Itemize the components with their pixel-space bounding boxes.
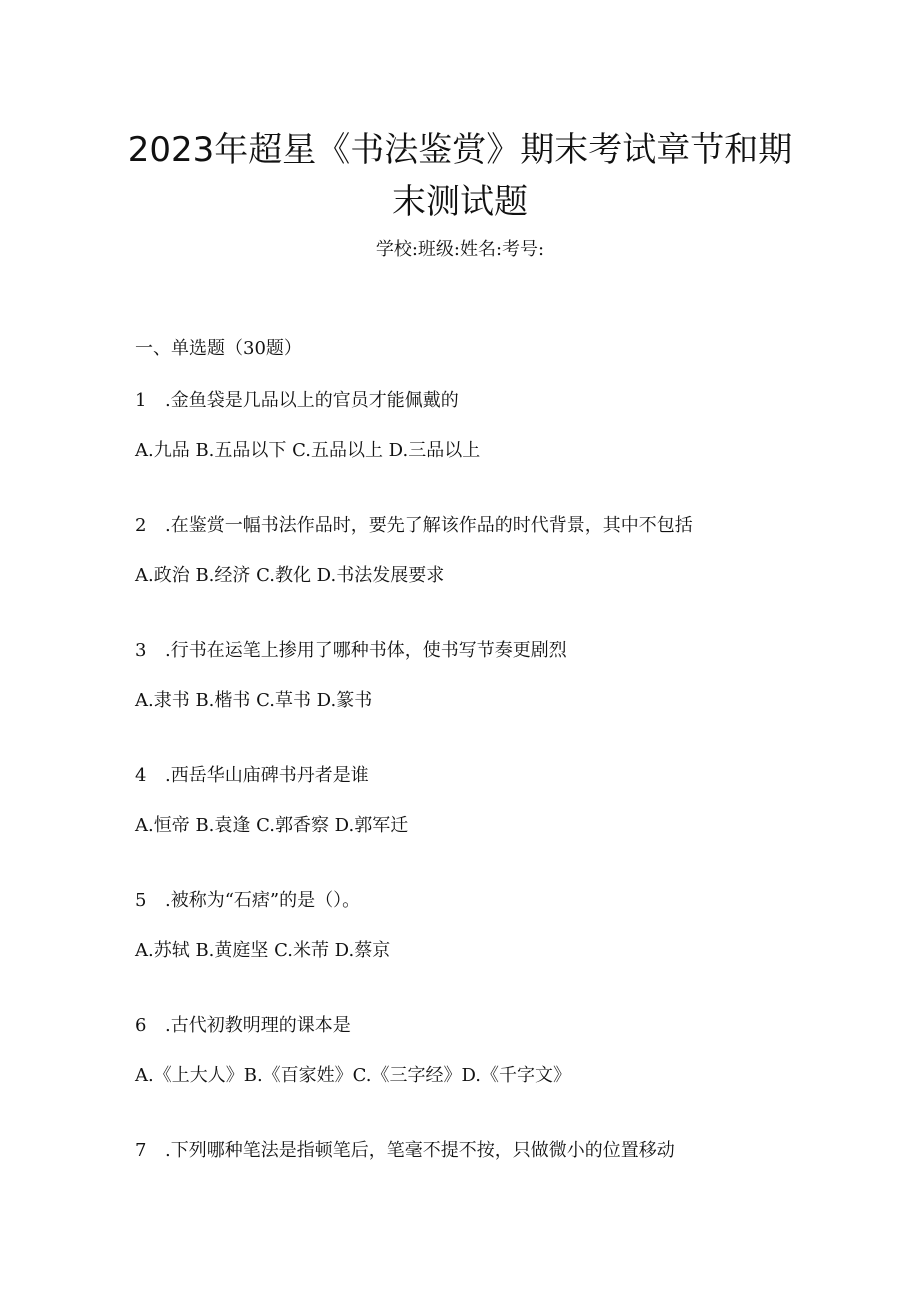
question-number: 2 [135, 515, 147, 536]
student-info-line: 学校:班级:姓名:考号: [375, 239, 545, 260]
question-text: .被称为“石痞”的是（）。 [165, 890, 361, 911]
question-5 [135, 887, 360, 915]
question-text: .西岳华山庙碑书丹者是谁 [165, 765, 369, 786]
question-7 [135, 1137, 675, 1165]
question-2-options: A.政治 B.经济 C.教化 D.书法发展要求 [135, 565, 445, 586]
question-6 [135, 1012, 351, 1040]
section-heading: 一、单选题（30题） [135, 338, 302, 359]
question-number: 4 [135, 765, 147, 786]
question-1-options: A.九品 B.五品以下 C.五品以上 D.三品以上 [135, 440, 481, 461]
question-text: .金鱼袋是几品以上的官员才能佩戴的 [165, 390, 459, 411]
question-4-options: A.恒帝 B.袁逢 C.郭香察 D.郭军迁 [135, 815, 409, 836]
question-number: 5 [135, 890, 147, 911]
question-text: .古代初教明理的课本是 [165, 1015, 351, 1036]
question-6-options: A.《上大人》B.《百家姓》C.《三字经》D.《千字文》 [135, 1065, 572, 1086]
title-line-2: 末测试题 [392, 182, 528, 222]
question-number: 1 [135, 390, 147, 411]
question-text: .在鉴赏一幅书法作品时，要先了解该作品的时代背景，其中不包括 [165, 515, 693, 536]
document-title [120, 124, 800, 228]
title-line-1: 2023年超星《书法鉴赏》期末考试章节和期 [127, 130, 793, 170]
question-number: 3 [135, 640, 147, 661]
question-3 [135, 637, 567, 665]
question-2 [135, 512, 693, 540]
question-4 [135, 762, 369, 790]
question-1 [135, 387, 459, 415]
question-number: 6 [135, 1015, 147, 1036]
question-3-options: A.隶书 B.楷书 C.草书 D.篆书 [135, 690, 373, 711]
question-text: .行书在运笔上掺用了哪种书体，使书写节奏更剧烈 [165, 640, 567, 661]
question-number: 7 [135, 1140, 147, 1161]
question-text: .下列哪种笔法是指顿笔后，笔毫不提不按，只做微小的位置移动 [165, 1140, 675, 1161]
question-5-options: A.苏轼 B.黄庭坚 C.米芾 D.蔡京 [135, 940, 391, 961]
